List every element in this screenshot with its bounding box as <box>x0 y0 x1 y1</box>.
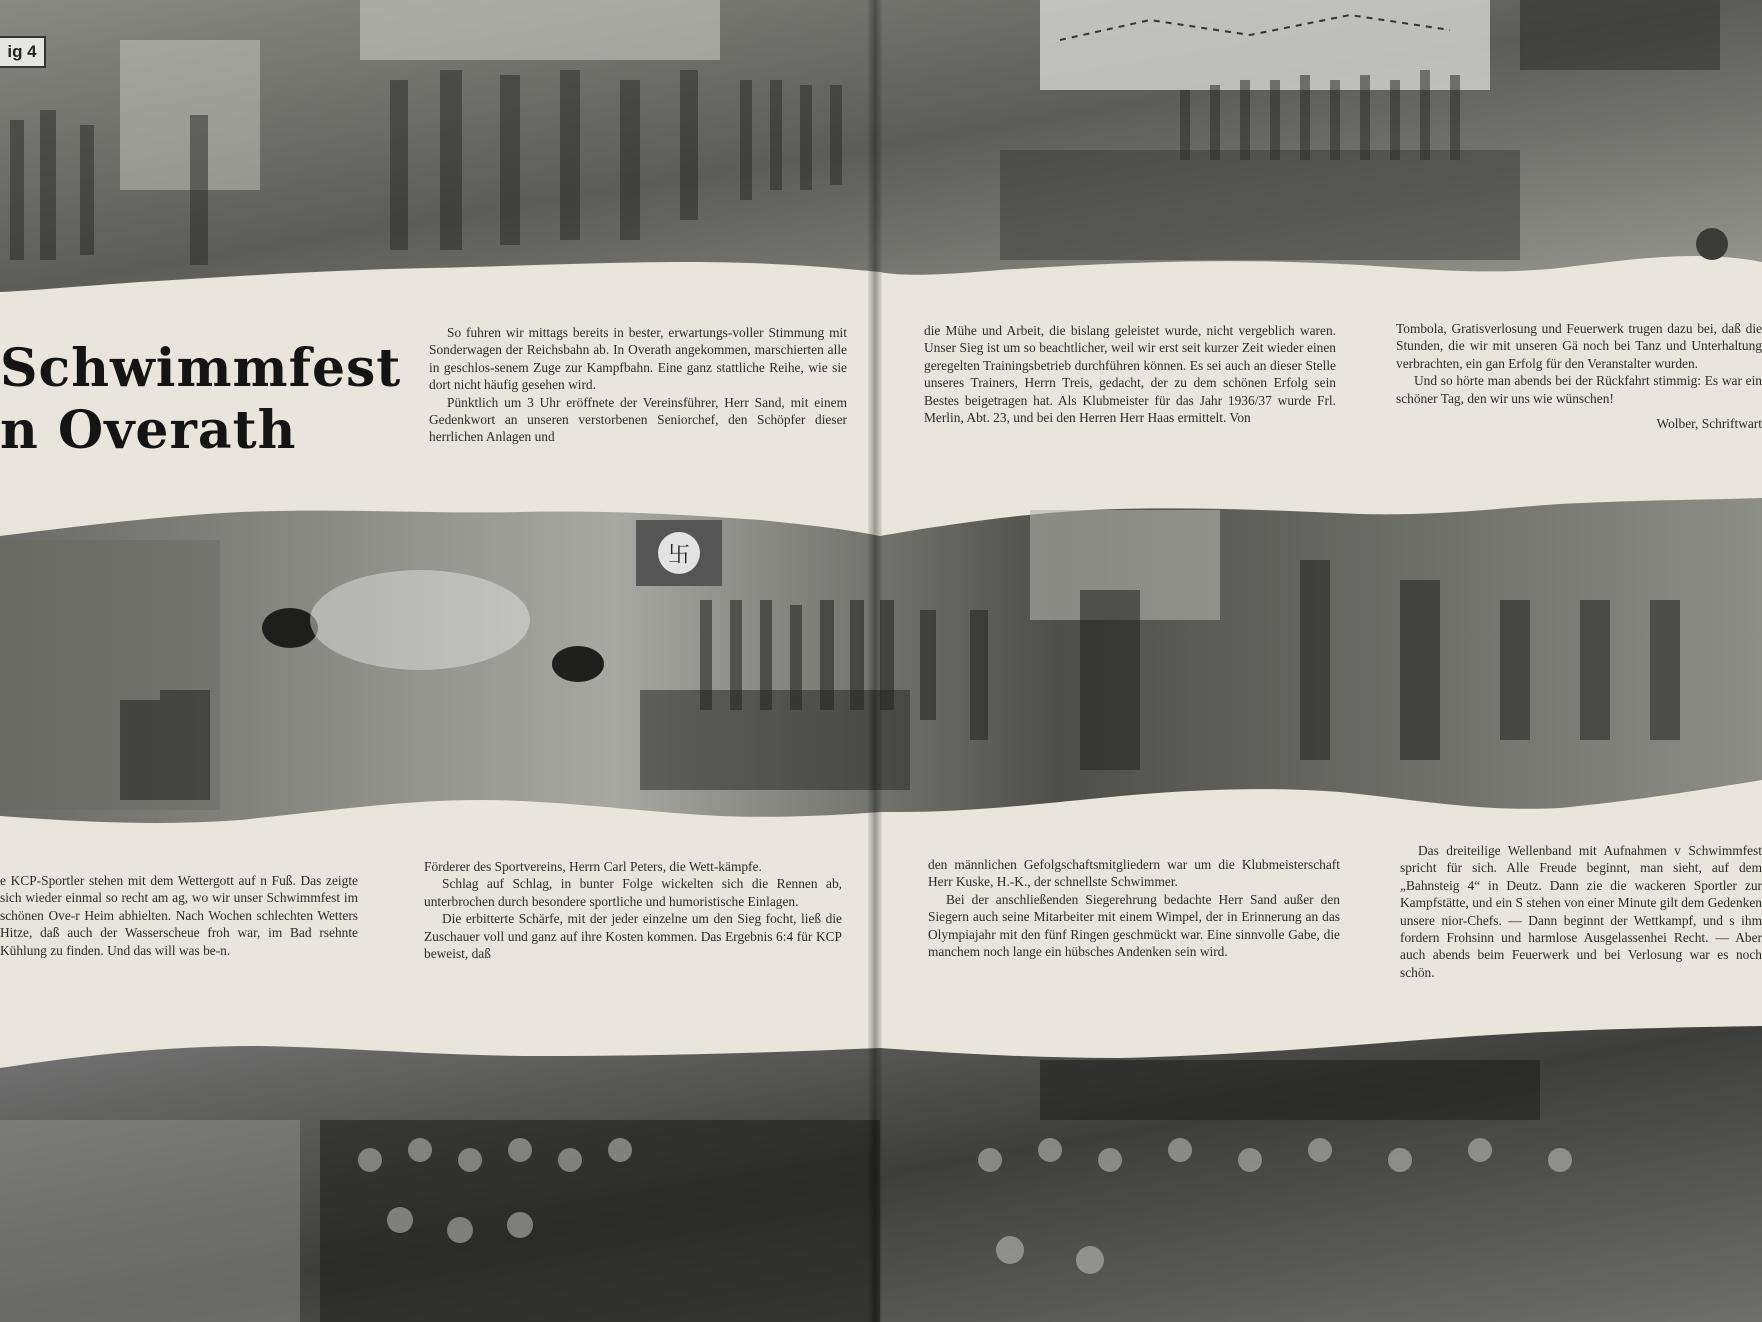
page-spine <box>868 0 882 1322</box>
paragraph: den männlichen Gefolgschaftsmitgliedern war um die Klubmeisterschaft Herr Kuske, H.-K., der schnellste Schwimmer. <box>928 857 1340 890</box>
text-column-top-1 <box>429 324 847 484</box>
text-column-mid-1 <box>424 858 842 1028</box>
title-line-2: n Overath <box>0 400 297 461</box>
paragraph: Tombola, Gratisverlosung und Feuerwerk trugen dazu bei, daß die Stunden, die wir mit unseren Gä noch bei Tanz und Unterhaltung verbrachten, ein gan Erfolg für den Veranstalter wurden. <box>1396 321 1762 371</box>
paragraph: die Mühe und Arbeit, die bislang geleistet wurde, nicht vergeblich waren. Unser Sieg ist um so beachtlicher, weil wir erst seit kurzer Zeit wieder einen geregelten Trainingsbetrieb durchführen können. Es sei auch an dieser Stelle unseres Trainers, Herrn Treis, gedacht, der zu dem schönen Erfolg sein Bestes beigetragen hat. Als Klubmeister für das Jahr 1936/37 wurde Frl. Merlin, Abt. 23, und bei den Herren Herr Haas ermittelt. Von <box>924 323 1336 426</box>
flag-banner <box>636 520 722 586</box>
station-sign: ig 4 <box>0 36 46 68</box>
paragraph: Und so hörte man abends bei der Rückfahrt stimmig: Es war ein schöner Tag, den wir uns wie wünschen! <box>1396 373 1762 406</box>
paragraph: So fuhren wir mittags bereits in bester, erwartungs-voller Stimmung mit Sonderwagen der Reichsbahn ab. In Overath angekommen, marschierten alle in geschlos-senem Zuge zur Kampfbahn. Eine ganz stattliche Reihe, wie sie dort nicht häufig gesehen wird. <box>429 325 847 393</box>
paragraph: Pünktlich um 3 Uhr eröffnete der Vereinsführer, Herr Sand, mit einem Gedenkwort an unseren verstorbenen Seniorchef, den Schöpfer dieser herrlichen Anlagen und <box>429 394 847 445</box>
text-column-top-2 <box>924 322 1336 482</box>
paragraph: Bei der anschließenden Siegerehrung bedachte Herr Sand außer den Siegern auch seine Mitarbeiter mit einem Wimpel, der in Erinnerung an das Olympiajahr mit den fünf Ringen geschmückt war. Eine sinnvolle Gabe, die manchem noch lange ein hübsches Andenken sein wird. <box>928 891 1340 960</box>
title-line-1: Schwimmfest <box>0 338 402 399</box>
paragraph: Förderer des Sportvereins, Herrn Carl Peters, die Wett-kämpfe. <box>424 859 762 874</box>
text-column-top-3 <box>1396 320 1762 480</box>
text-column-mid-0 <box>0 872 358 1002</box>
flag-emblem: 卐 <box>658 532 700 574</box>
paragraph: Schlag auf Schlag, in bunter Folge wickelten sich die Rennen ab, unterbrochen durch besondere sportliche und humoristische Einlagen. <box>424 876 842 909</box>
article-title <box>0 338 402 462</box>
author-signature: Wolber, Schriftwart <box>1656 416 1762 432</box>
paragraph: e KCP-Sportler stehen mit dem Wettergott auf n Fuß. Das zeigte sich wieder einmal so recht am ag, wo wir unser Schwimmfest im schönen Ove-r Heim abhielten. Nach Wochen schlechten Wetters Hitze, daß auch der Wasserscheue froh war, im Bad rsehnte Kühlung zu finden. Und das will was be-n. <box>0 873 358 958</box>
paragraph: Das dreiteilige Wellenband mit Aufnahmen v Schwimmfest spricht für sich. Alle Freude beginnt, man sieht, auf dem „Bahnsteig 4“ in Deutz. Dann zie die wackeren Sportler zur Kampfstätte, und ein S stehen von einer Minute gilt dem Gedenken unsere nior-Chefs. — Dann beginnt der Wettkampf, und s ihm fordern Frohsinn und harmlose Ausgelassenhei Recht. — Aber auch abends beim Feuerwerk und bei Verlosung war es noch schön. <box>1400 843 1762 980</box>
paragraph: Die erbitterte Schärfe, mit der jeder einzelne um den Sieg focht, ließ die Zuschauer voll und ganz auf ihre Kosten kommen. Das Ergebnis 6:4 für KCP beweist, daß <box>424 911 842 962</box>
text-column-mid-3 <box>1400 842 1762 1012</box>
text-column-mid-2 <box>928 856 1340 1026</box>
